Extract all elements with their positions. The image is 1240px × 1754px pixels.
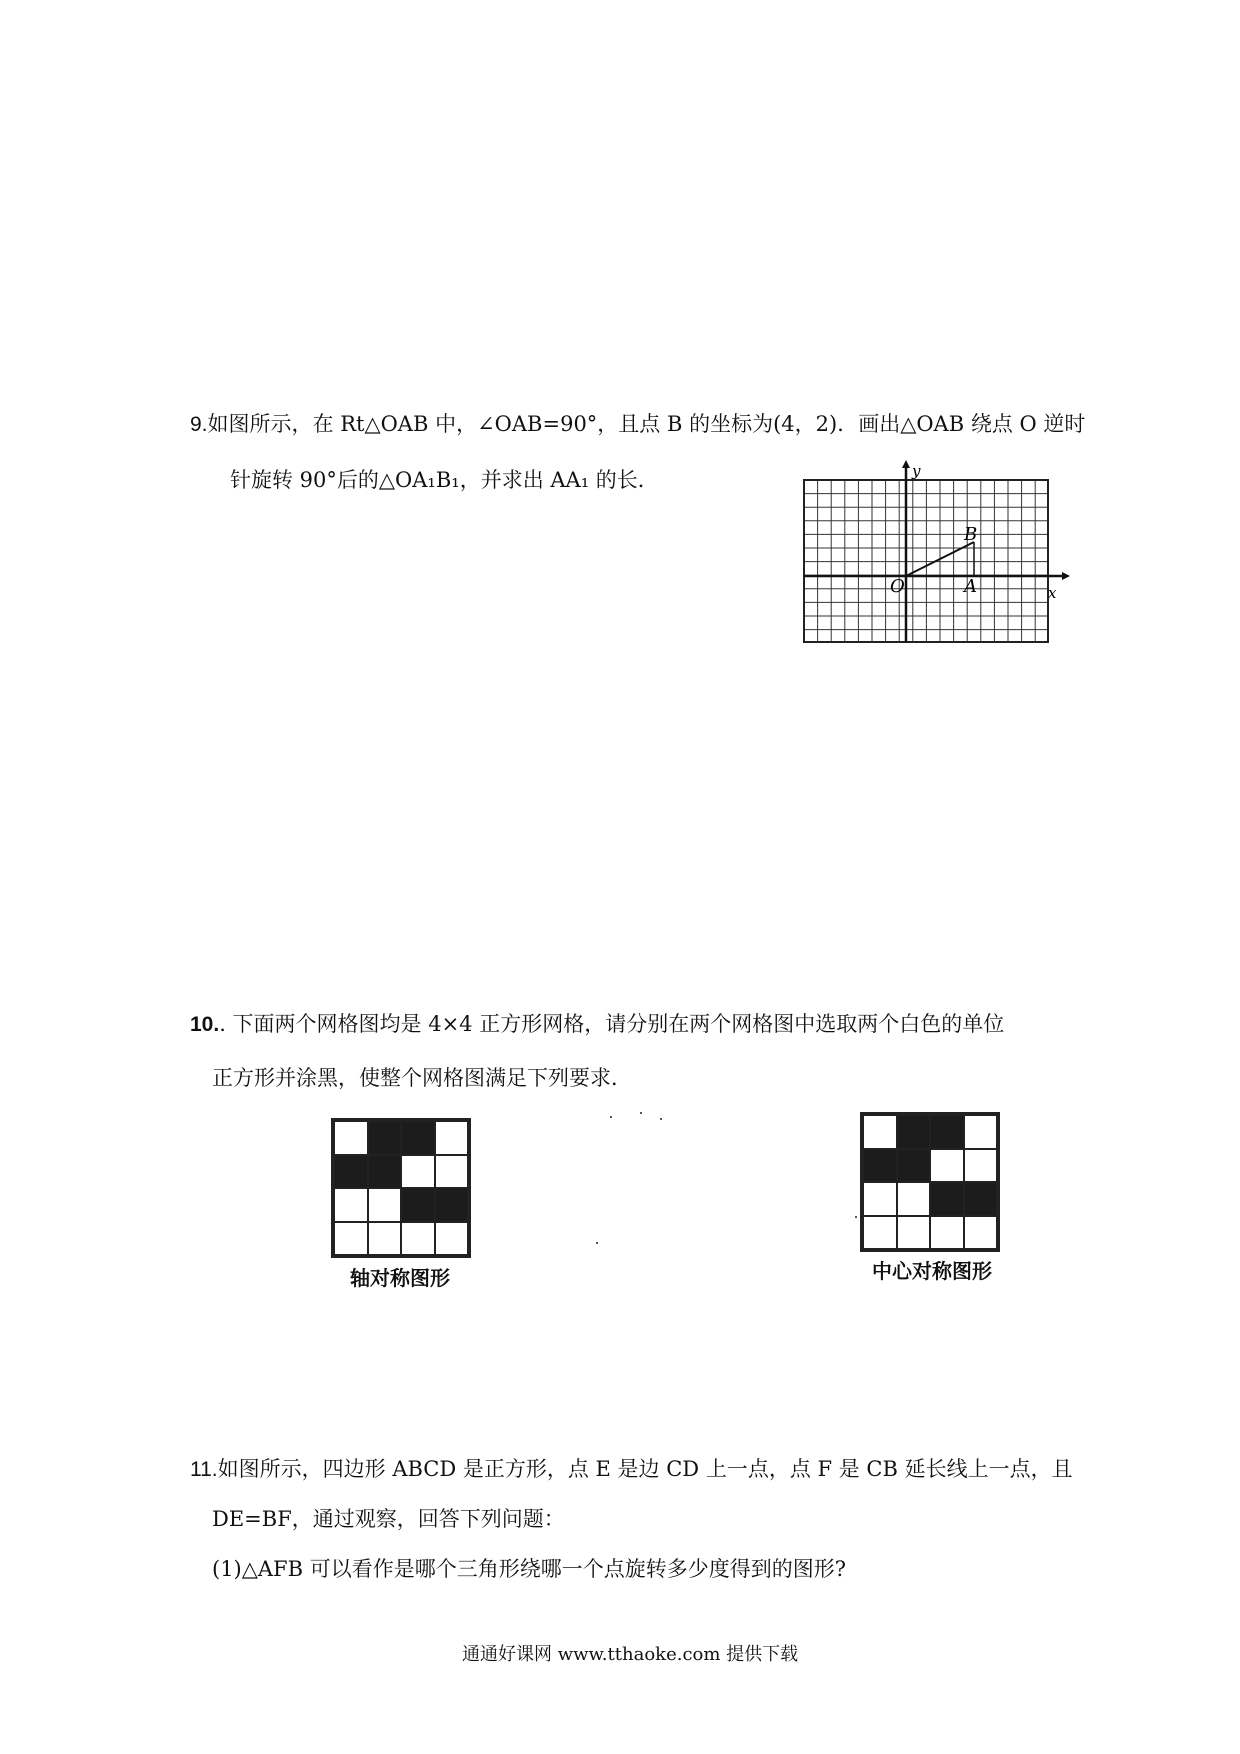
grid-cell-white: [897, 1216, 931, 1250]
label-A: A: [964, 576, 977, 597]
label-x: x: [1048, 584, 1057, 602]
q11-number: 11.: [190, 1458, 218, 1481]
grid-cell-black: [863, 1149, 897, 1183]
grid-cell-white: [863, 1115, 897, 1149]
label-y: y: [912, 462, 921, 480]
q11-line2: DE=BF，通过观察，回答下列问题：: [212, 1507, 565, 1531]
x-axis-arrow-icon: [1062, 572, 1070, 580]
q10-grid-left: [331, 1118, 471, 1258]
q10-number: 10.: [190, 1013, 220, 1036]
grid-cell-black: [401, 1188, 435, 1222]
q10-line1: [190, 1010, 1004, 1039]
grid-cell-black: [930, 1182, 964, 1216]
grid-cell-white: [334, 1188, 368, 1222]
grid-cell-black: [897, 1149, 931, 1183]
grid-cell-white: [863, 1182, 897, 1216]
grid-cell-white: [863, 1216, 897, 1250]
grid-cell-black: [401, 1121, 435, 1155]
grid-cell-white: [930, 1216, 964, 1250]
grid-cell-white: [401, 1155, 435, 1189]
q9-number: 9.: [190, 413, 208, 436]
y-axis-arrow-icon: [902, 460, 910, 468]
q11-line1: [190, 1455, 1073, 1484]
grid-cell-white: [930, 1149, 964, 1183]
scan-speck: [640, 1112, 642, 1114]
q10-text-1: . 下面两个网格图均是 4×4 正方形网格，请分别在两个网格图中选取两个白色的单位: [219, 1012, 1005, 1036]
grid-cell-black: [334, 1155, 368, 1189]
scan-speck: [660, 1118, 662, 1120]
q10-caption-left: 轴对称图形: [350, 1266, 450, 1290]
label-O: O: [890, 576, 905, 597]
q11-text-1: 如图所示，四边形 ABCD 是正方形，点 E 是边 CD 上一点，点 F 是 CB 延长线上一点，且: [217, 1457, 1073, 1481]
grid-cell-white: [435, 1222, 469, 1256]
grid-cell-black: [897, 1115, 931, 1149]
grid-cell-black: [368, 1155, 402, 1189]
label-B: B: [964, 524, 978, 545]
q9-text-1: 如图所示，在 Rt△OAB 中，∠OAB=90°，且点 B 的坐标为(4，2)．画出△OAB 绕点 O 逆时: [207, 412, 1086, 436]
q9-line1: [190, 410, 1085, 439]
grid-cell-black: [368, 1121, 402, 1155]
q10-line2: 正方形并涂黑，使整个网格图满足下列要求．: [212, 1066, 632, 1090]
scan-speck: [855, 1216, 857, 1218]
grid-cell-white: [334, 1121, 368, 1155]
scan-speck: [596, 1242, 598, 1244]
q9-line2: 针旋转 90°后的△OA₁B₁，并求出 AA₁ 的长．: [230, 468, 659, 492]
grid-cell-white: [897, 1182, 931, 1216]
scan-speck: [610, 1116, 612, 1118]
grid-cell-white: [401, 1222, 435, 1256]
grid-cell-white: [964, 1149, 998, 1183]
grid-cell-white: [964, 1115, 998, 1149]
grid-cell-white: [435, 1155, 469, 1189]
grid-cell-white: [435, 1121, 469, 1155]
grid-cell-black: [930, 1115, 964, 1149]
q11-line3: (1)△AFB 可以看作是哪个三角形绕哪一个点旋转多少度得到的图形?: [212, 1557, 846, 1581]
grid-cell-white: [964, 1216, 998, 1250]
q9-coordinate-grid: [800, 460, 1070, 650]
grid-cell-white: [334, 1222, 368, 1256]
grid-cell-white: [368, 1188, 402, 1222]
q10-grid-right: [860, 1112, 1000, 1252]
q10-caption-right: 中心对称图形: [872, 1259, 992, 1283]
grid-cell-black: [435, 1188, 469, 1222]
page-footer: 通通好课网 www.tthaoke.com 提供下载: [462, 1644, 799, 1665]
grid-cell-black: [964, 1182, 998, 1216]
grid-cell-white: [368, 1222, 402, 1256]
